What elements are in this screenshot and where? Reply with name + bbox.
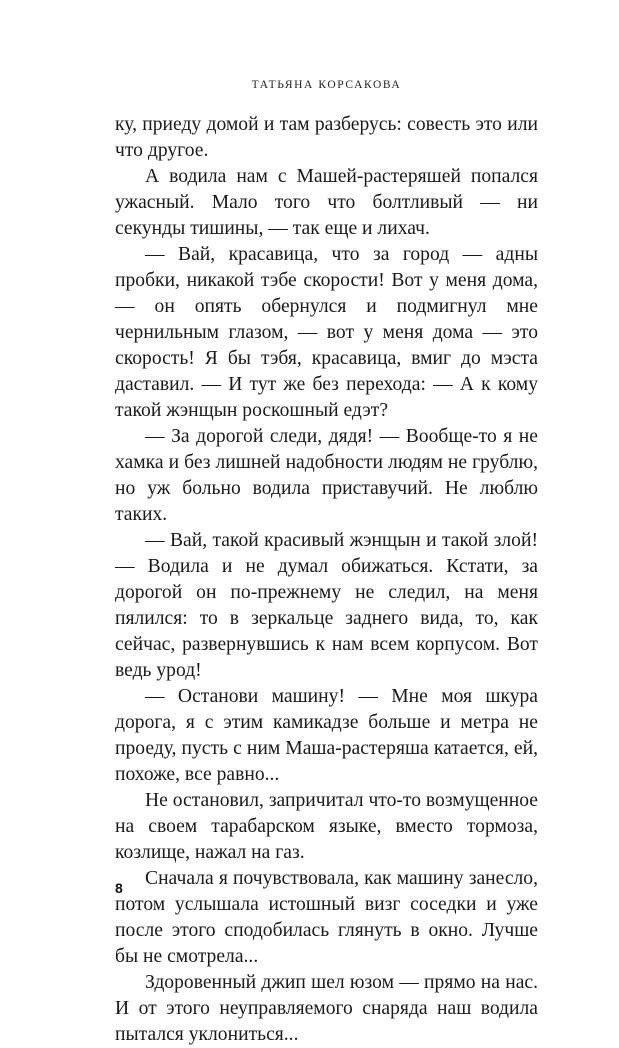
paragraph: Не остановил, запричитал что-то возмущенное на своем тарабарском языке, вместо тормоза, козлище, нажал на газ.: [115, 790, 538, 863]
running-header-author: ТАТЬЯНА КОРСАКОВА: [251, 79, 402, 91]
paragraph: А водила нам с Машей-растеряшей попался ужасный. Мало того что болтливый — ни секунды тишины, — так еще и лихач.: [115, 166, 538, 239]
paragraph: Сначала я почувствовала, как машину занесло, потом услышала истошный визг соседки и уже после этого сподобилась глянуть в окно. Лучше бы не смотрела...: [115, 868, 538, 967]
paragraph: Здоровенный джип шел юзом — прямо на нас. И от этого неуправляемого снаряда наш водила пытался уклониться...: [115, 972, 538, 1045]
paragraph-continuation: ку, приеду домой и там разберусь: совесть это или что другое.: [115, 114, 538, 161]
paragraph: — Останови машину! — Мне моя шкура дорога, я с этим камикадзе больше и метра не проеду, пусть с ним Маша-растеряша катается, ей, похоже, все равно...: [115, 686, 538, 785]
page-number: 8: [115, 880, 123, 896]
paragraph: — За дорогой следи, дядя! — Вообще-то я не хамка и без лишней надобности людям не грублю, но уж больно водила приставучий. Не люблю таких.: [115, 426, 538, 525]
body-text: [115, 112, 538, 1048]
paragraph: — Вай, красавица, что за город — адны пробки, никакой тэбе скорости! Вот у меня дома, — он опять обернулся и подмигнул мне чернильным глазом, — вот у меня дома — это скорость! Я бы тэбя, красавица, вмиг до мэста даставил. — И тут же без перехода: — А к кому такой жэнщын роскошный едэт?: [115, 244, 538, 421]
paragraph: — Вай, такой красивый жэнщын и такой злой! — Водила и не думал обижаться. Кстати, за дорогой он по-прежнему не следил, на меня пялился: то в зеркальце заднего вида, то, как сейчас, развернувшись к нам всем корпусом. Вот ведь урод!: [115, 530, 538, 681]
